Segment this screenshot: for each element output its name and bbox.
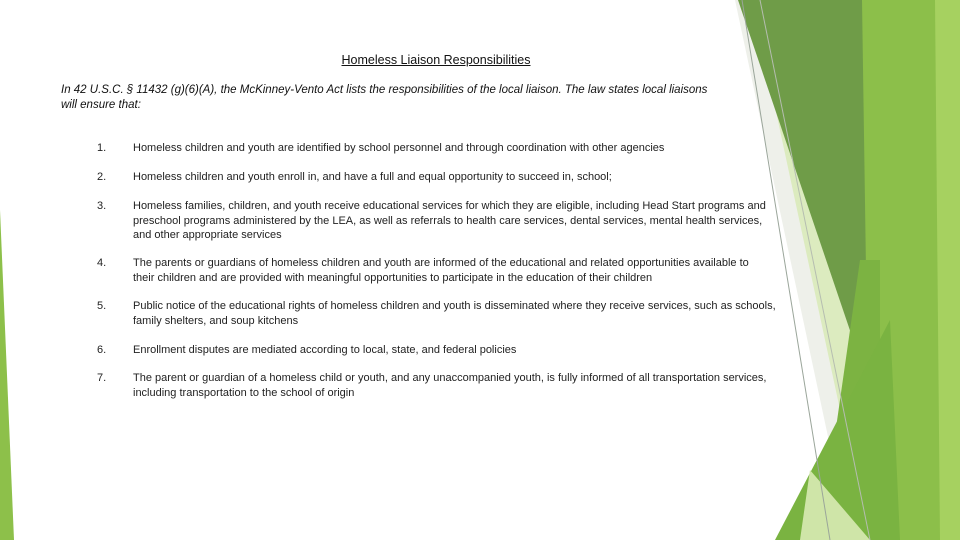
left-green-sliver <box>0 210 14 540</box>
item-text: Homeless families, children, and youth receive educational services for which they are eligible, including Head Start programs and preschool programs administered by the LEA, as well as referrals to health care services, dental services, mental health services, and other appropriate services <box>133 200 766 241</box>
item-number: 3. <box>97 200 107 212</box>
item-text: The parent or guardian of a homeless child or youth, and any unaccompanied youth, is fully informed of all transportation services, including transportation to the school of origin <box>133 372 767 399</box>
item-text: Enrollment disputes are mediated according to local, state, and federal policies <box>133 344 517 356</box>
item-number: 5. <box>97 300 107 312</box>
item-text: Public notice of the educational rights of homeless children and youth is disseminated where they receive services, such as schools, family shelters, and soup kitchens <box>133 300 776 327</box>
item-text: The parents or guardians of homeless children and youth are informed of the educational and related opportunities available to their children and are provided with meaningful opportunities to participate in the education of their children <box>133 257 749 284</box>
item-number: 6. <box>97 344 107 356</box>
page-title: Homeless Liaison Responsibilities <box>341 53 531 67</box>
item-number: 4. <box>97 257 107 269</box>
item-text: Homeless children and youth enroll in, and have a full and equal opportunity to succeed in, school; <box>133 171 612 183</box>
item-text: Homeless children and youth are identified by school personnel and through coordination with other agencies <box>133 142 665 154</box>
item-number: 2. <box>97 171 107 183</box>
item-number: 1. <box>97 142 107 154</box>
intro-paragraph: In 42 U.S.C. § 11432 (g)(6)(A), the McKinney-Vento Act lists the responsibilities of the local liaison. The law states local liaisons will ensure that: <box>61 84 708 111</box>
item-number: 7. <box>97 372 107 384</box>
